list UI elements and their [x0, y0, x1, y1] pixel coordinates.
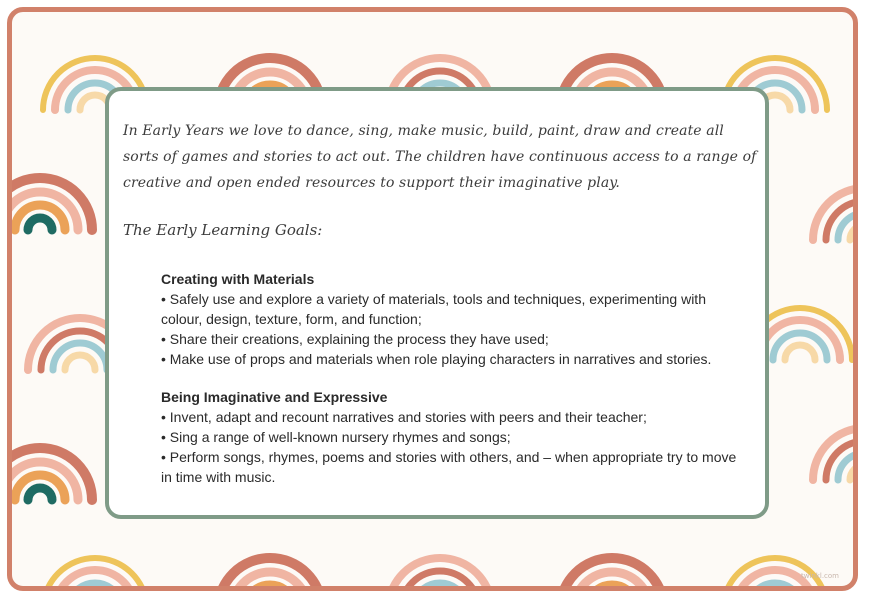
section-being-imaginative	[161, 387, 751, 487]
list-item: • Safely use and explore a variety of materials, tools and techniques, experimenting with colour, design, texture, form, and function;	[161, 291, 706, 327]
bullet-list	[161, 407, 751, 487]
list-item: • Perform songs, rhymes, poems and stories with others, and – when appropriate try to move in time with music.	[161, 449, 737, 485]
content-panel	[105, 87, 769, 519]
goals-title: The Early Learning Goals:	[123, 221, 323, 239]
list-item: • Sing a range of well-known nursery rhymes and songs;	[161, 429, 511, 445]
list-item: • Invent, adapt and recount narratives and stories with peers and their teacher;	[161, 409, 647, 425]
section-heading: Creating with Materials	[161, 271, 315, 287]
list-item: • Make use of props and materials when role playing characters in narratives and stories.	[161, 351, 712, 367]
section-creating-with-materials	[161, 269, 751, 369]
bullet-list	[161, 289, 751, 369]
intro-paragraph: In Early Years we love to dance, sing, make music, build, paint, draw and create all sorts of games and stories to act out. The children have continuous access to a range of creative and open ended resources to support their imaginative play.	[123, 123, 757, 191]
section-heading: Being Imaginative and Expressive	[161, 389, 388, 405]
watermark: twinkl.com	[800, 572, 839, 580]
list-item: • Share their creations, explaining the process they have used;	[161, 331, 549, 347]
